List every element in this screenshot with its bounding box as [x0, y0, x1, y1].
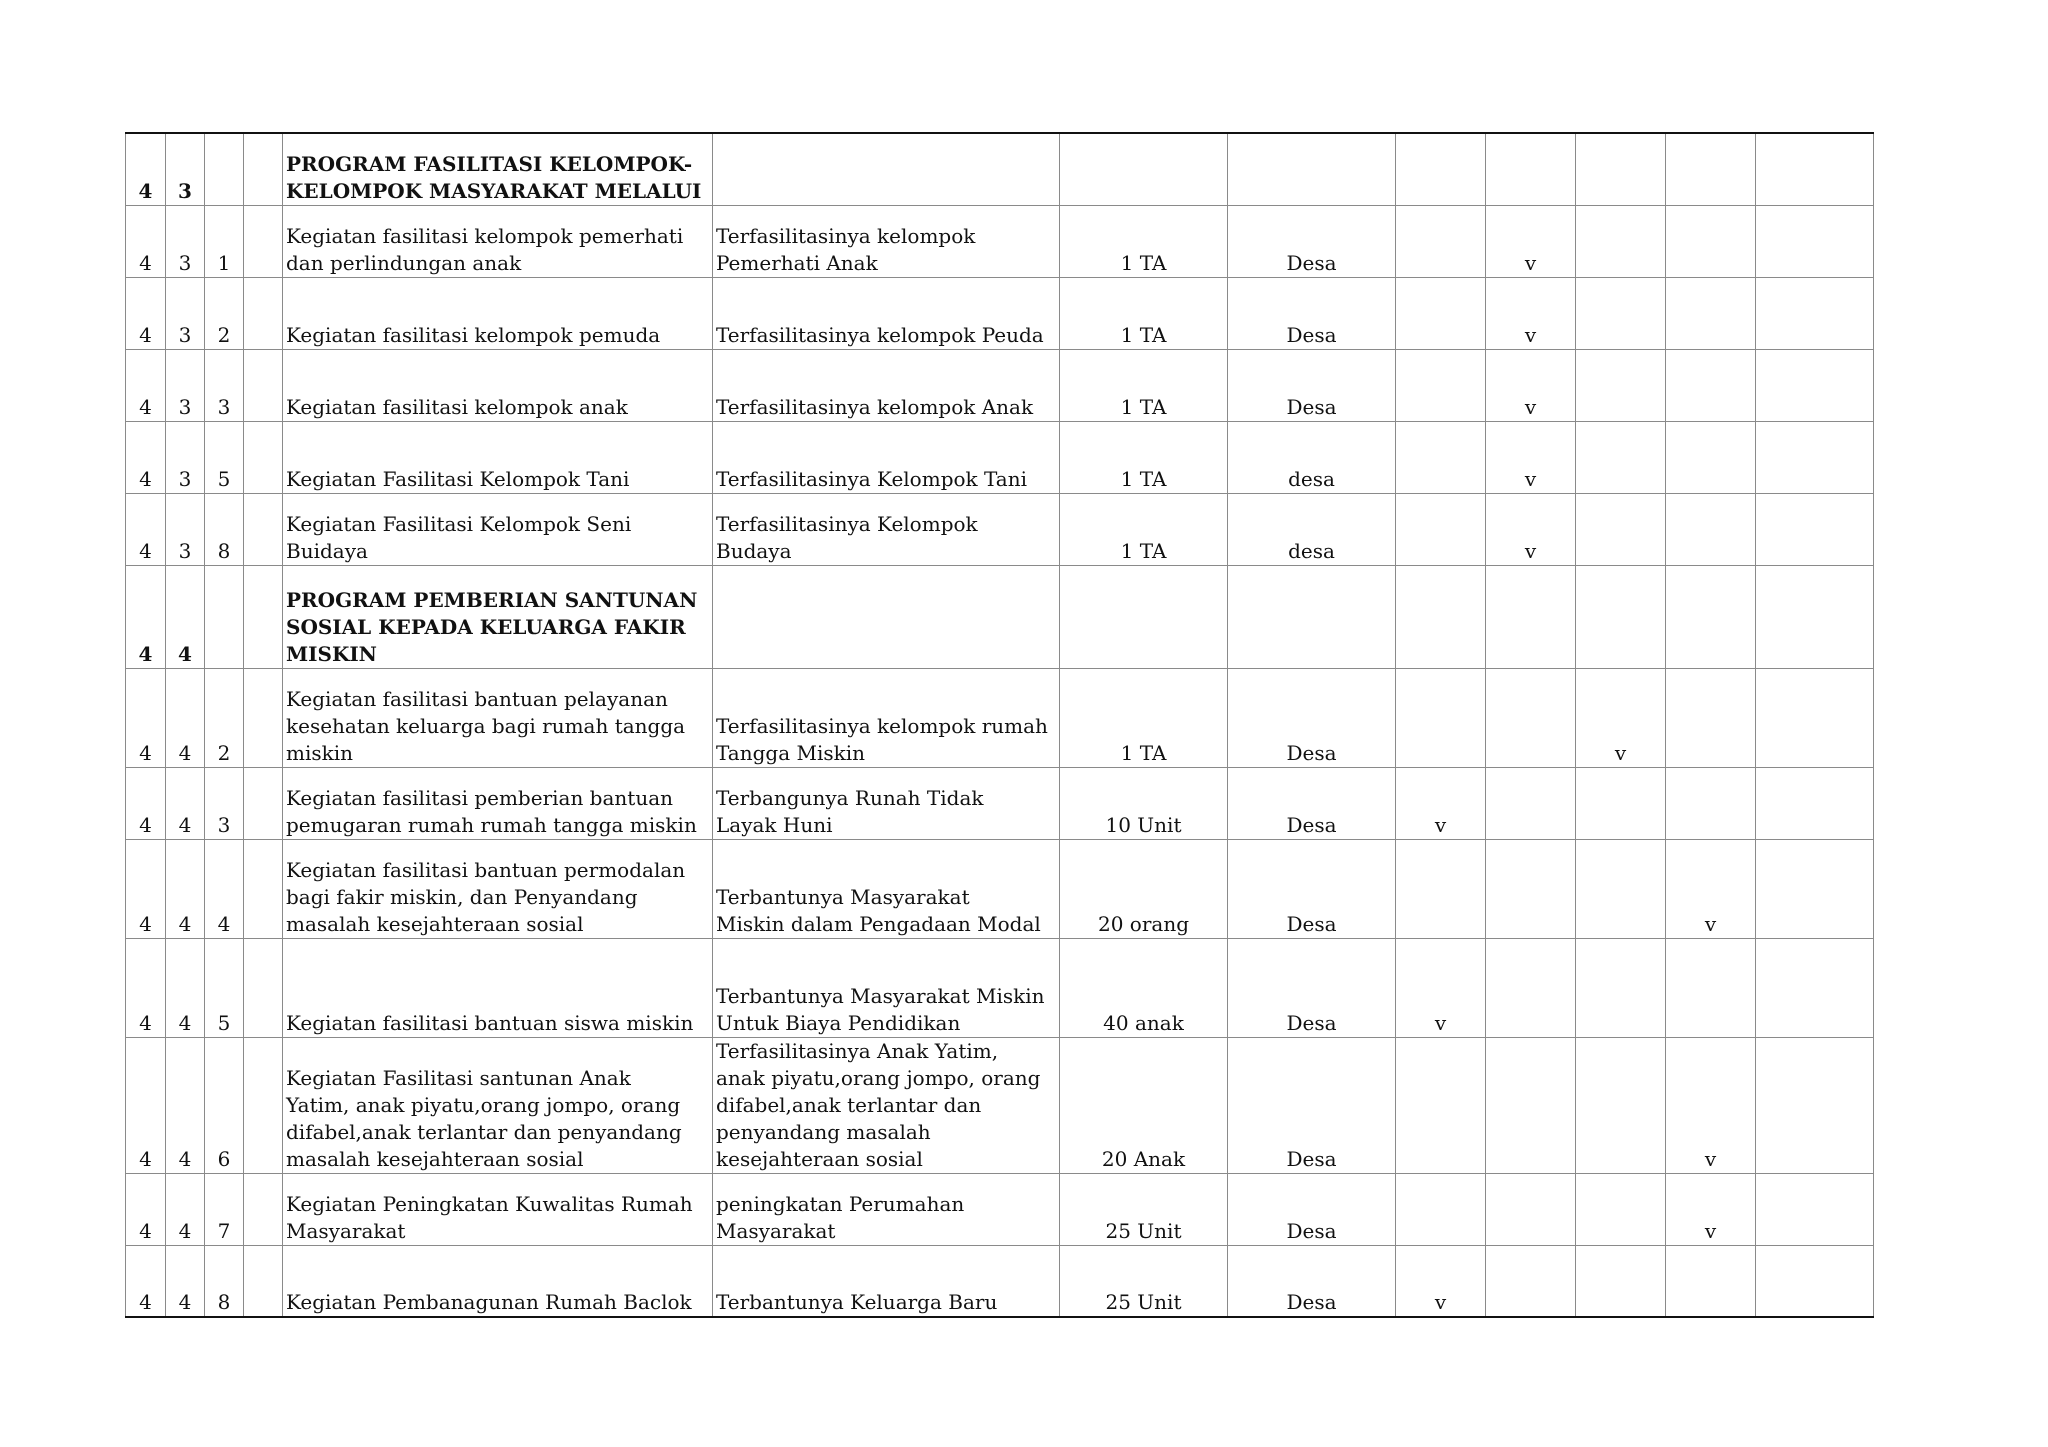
check-cell-5 [1756, 1245, 1874, 1317]
code-2: 4 [166, 1173, 205, 1245]
lokasi-cell: desa [1228, 421, 1396, 493]
lokasi-cell [1228, 133, 1396, 205]
indikator-cell: Terfasilitasinya Anak Yatim, anak piyatu,orang jompo, orang difabel,anak terlantar dan penyandang masalah kesejahteraan sosial [713, 1037, 1060, 1173]
code-2: 4 [166, 839, 205, 938]
check-cell-3 [1576, 767, 1666, 839]
check-cell-5 [1756, 839, 1874, 938]
indikator-cell: Terfasilitasinya kelompok rumah Tangga Miskin [713, 668, 1060, 767]
check-cell-3 [1576, 565, 1666, 668]
code-3: 4 [205, 839, 244, 938]
target-cell: 1 TA [1060, 349, 1228, 421]
check-cell-1 [1396, 839, 1486, 938]
check-cell-5 [1756, 421, 1874, 493]
code-2: 3 [166, 493, 205, 565]
check-cell-3 [1576, 205, 1666, 277]
indikator-cell: Terfasilitasinya kelompok Peuda [713, 277, 1060, 349]
blank-cell [244, 493, 283, 565]
code-2: 4 [166, 668, 205, 767]
check-cell-2 [1486, 1245, 1576, 1317]
table-row [126, 133, 1874, 205]
code-1: 4 [126, 1037, 166, 1173]
check-cell-3 [1576, 1173, 1666, 1245]
lokasi-cell: Desa [1228, 1037, 1396, 1173]
check-cell-2: v [1486, 277, 1576, 349]
kegiatan-cell: Kegiatan Fasilitasi santunan Anak Yatim, anak piyatu,orang jompo, orang difabel,anak terlantar dan penyandang masalah kesejahteraan sosial [283, 1037, 713, 1173]
lokasi-cell: Desa [1228, 668, 1396, 767]
check-cell-1: v [1396, 767, 1486, 839]
check-cell-3 [1576, 277, 1666, 349]
code-2: 4 [166, 938, 205, 1037]
blank-cell [244, 938, 283, 1037]
kegiatan-cell: Kegiatan fasilitasi kelompok pemerhati dan perlindungan anak [283, 205, 713, 277]
check-cell-4: v [1666, 839, 1756, 938]
indikator-cell [713, 133, 1060, 205]
kegiatan-cell: Kegiatan fasilitasi bantuan pelayanan kesehatan keluarga bagi rumah tangga miskin [283, 668, 713, 767]
check-cell-1: v [1396, 938, 1486, 1037]
code-3: 1 [205, 205, 244, 277]
code-1: 4 [126, 1173, 166, 1245]
kegiatan-cell: Kegiatan fasilitasi bantuan permodalan bagi fakir miskin, dan Penyandang masalah kesejahteraan sosial [283, 839, 713, 938]
code-3: 8 [205, 493, 244, 565]
check-cell-3 [1576, 1037, 1666, 1173]
target-cell: 40 anak [1060, 938, 1228, 1037]
check-cell-5 [1756, 767, 1874, 839]
lokasi-cell: Desa [1228, 938, 1396, 1037]
code-3: 5 [205, 938, 244, 1037]
code-3: 5 [205, 421, 244, 493]
blank-cell [244, 565, 283, 668]
check-cell-4: v [1666, 1173, 1756, 1245]
check-cell-4 [1666, 205, 1756, 277]
code-3 [205, 565, 244, 668]
check-cell-2 [1486, 668, 1576, 767]
target-cell: 1 TA [1060, 277, 1228, 349]
check-cell-4 [1666, 668, 1756, 767]
indikator-cell: Terbantunya Masyarakat Miskin Untuk Biaya Pendidikan [713, 938, 1060, 1037]
code-1: 4 [126, 277, 166, 349]
check-cell-1 [1396, 133, 1486, 205]
target-cell: 1 TA [1060, 668, 1228, 767]
indikator-cell [713, 565, 1060, 668]
check-cell-4 [1666, 938, 1756, 1037]
check-cell-1 [1396, 349, 1486, 421]
blank-cell [244, 1173, 283, 1245]
table-body [126, 133, 1874, 1317]
check-cell-1 [1396, 1173, 1486, 1245]
kegiatan-cell: Kegiatan Peningkatan Kuwalitas Rumah Masyarakat [283, 1173, 713, 1245]
indikator-cell: Terfasilitasinya kelompok Pemerhati Anak [713, 205, 1060, 277]
table-row [126, 565, 1874, 668]
check-cell-4: v [1666, 1037, 1756, 1173]
target-cell: 1 TA [1060, 421, 1228, 493]
code-1: 4 [126, 767, 166, 839]
check-cell-5 [1756, 205, 1874, 277]
code-1: 4 [126, 493, 166, 565]
check-cell-5 [1756, 565, 1874, 668]
code-1: 4 [126, 938, 166, 1037]
table-row [126, 277, 1874, 349]
table-row [126, 767, 1874, 839]
target-cell: 1 TA [1060, 205, 1228, 277]
kegiatan-cell: PROGRAM FASILITASI KELOMPOK- KELOMPOK MASYARAKAT MELALUI [283, 133, 713, 205]
indikator-cell: Terbantunya Keluarga Baru [713, 1245, 1060, 1317]
target-cell: 20 Anak [1060, 1037, 1228, 1173]
code-2: 3 [166, 133, 205, 205]
code-1: 4 [126, 668, 166, 767]
code-2: 4 [166, 1037, 205, 1173]
check-cell-2: v [1486, 421, 1576, 493]
code-3: 7 [205, 1173, 244, 1245]
check-cell-4 [1666, 349, 1756, 421]
check-cell-2: v [1486, 493, 1576, 565]
check-cell-5 [1756, 133, 1874, 205]
blank-cell [244, 1245, 283, 1317]
check-cell-5 [1756, 493, 1874, 565]
code-2: 3 [166, 277, 205, 349]
check-cell-5 [1756, 349, 1874, 421]
target-cell: 20 orang [1060, 839, 1228, 938]
target-cell: 25 Unit [1060, 1245, 1228, 1317]
check-cell-3: v [1576, 668, 1666, 767]
kegiatan-cell: Kegiatan Fasilitasi Kelompok Seni Buidaya [283, 493, 713, 565]
program-table [125, 132, 1874, 1318]
check-cell-1 [1396, 668, 1486, 767]
check-cell-2 [1486, 1173, 1576, 1245]
code-1: 4 [126, 349, 166, 421]
lokasi-cell: Desa [1228, 349, 1396, 421]
target-cell: 10 Unit [1060, 767, 1228, 839]
kegiatan-cell: Kegiatan Pembanagunan Rumah Baclok [283, 1245, 713, 1317]
check-cell-1 [1396, 421, 1486, 493]
code-3 [205, 133, 244, 205]
table-row [126, 1173, 1874, 1245]
code-2: 4 [166, 1245, 205, 1317]
table-row [126, 421, 1874, 493]
check-cell-1 [1396, 565, 1486, 668]
code-2: 3 [166, 421, 205, 493]
code-1: 4 [126, 1245, 166, 1317]
target-cell [1060, 565, 1228, 668]
check-cell-4 [1666, 133, 1756, 205]
code-1: 4 [126, 133, 166, 205]
check-cell-5 [1756, 668, 1874, 767]
lokasi-cell: Desa [1228, 839, 1396, 938]
check-cell-3 [1576, 839, 1666, 938]
blank-cell [244, 767, 283, 839]
blank-cell [244, 839, 283, 938]
kegiatan-cell: PROGRAM PEMBERIAN SANTUNAN SOSIAL KEPADA KELUARGA FAKIR MISKIN [283, 565, 713, 668]
lokasi-cell: Desa [1228, 277, 1396, 349]
table-row [126, 1245, 1874, 1317]
check-cell-3 [1576, 349, 1666, 421]
kegiatan-cell: Kegiatan fasilitasi bantuan siswa miskin [283, 938, 713, 1037]
blank-cell [244, 133, 283, 205]
table-row [126, 1037, 1874, 1173]
code-3: 3 [205, 767, 244, 839]
lokasi-cell: desa [1228, 493, 1396, 565]
indikator-cell: Terbantunya Masyarakat Miskin dalam Pengadaan Modal [713, 839, 1060, 938]
blank-cell [244, 277, 283, 349]
indikator-cell: peningkatan Perumahan Masyarakat [713, 1173, 1060, 1245]
check-cell-5 [1756, 1037, 1874, 1173]
check-cell-3 [1576, 493, 1666, 565]
code-3: 2 [205, 277, 244, 349]
blank-cell [244, 421, 283, 493]
check-cell-1: v [1396, 1245, 1486, 1317]
target-cell: 25 Unit [1060, 1173, 1228, 1245]
kegiatan-cell: Kegiatan Fasilitasi Kelompok Tani [283, 421, 713, 493]
code-3: 6 [205, 1037, 244, 1173]
indikator-cell: Terfasilitasinya Kelompok Tani [713, 421, 1060, 493]
code-1: 4 [126, 565, 166, 668]
table-row [126, 839, 1874, 938]
check-cell-3 [1576, 938, 1666, 1037]
check-cell-4 [1666, 421, 1756, 493]
check-cell-1 [1396, 205, 1486, 277]
code-2: 3 [166, 349, 205, 421]
target-cell: 1 TA [1060, 493, 1228, 565]
code-2: 4 [166, 767, 205, 839]
code-3: 8 [205, 1245, 244, 1317]
kegiatan-cell: Kegiatan fasilitasi kelompok anak [283, 349, 713, 421]
target-cell [1060, 133, 1228, 205]
check-cell-4 [1666, 277, 1756, 349]
check-cell-4 [1666, 565, 1756, 668]
blank-cell [244, 205, 283, 277]
check-cell-5 [1756, 1173, 1874, 1245]
check-cell-2 [1486, 767, 1576, 839]
check-cell-1 [1396, 1037, 1486, 1173]
kegiatan-cell: Kegiatan fasilitasi pemberian bantuan pemugaran rumah rumah tangga miskin [283, 767, 713, 839]
check-cell-2: v [1486, 205, 1576, 277]
blank-cell [244, 1037, 283, 1173]
check-cell-2: v [1486, 349, 1576, 421]
lokasi-cell: Desa [1228, 205, 1396, 277]
lokasi-cell: Desa [1228, 767, 1396, 839]
indikator-cell: Terfasilitasinya Kelompok Budaya [713, 493, 1060, 565]
code-2: 3 [166, 205, 205, 277]
check-cell-1 [1396, 493, 1486, 565]
check-cell-4 [1666, 1245, 1756, 1317]
table-row [126, 349, 1874, 421]
blank-cell [244, 668, 283, 767]
lokasi-cell: Desa [1228, 1245, 1396, 1317]
code-2: 4 [166, 565, 205, 668]
table-row [126, 668, 1874, 767]
blank-cell [244, 349, 283, 421]
kegiatan-cell: Kegiatan fasilitasi kelompok pemuda [283, 277, 713, 349]
check-cell-1 [1396, 277, 1486, 349]
code-1: 4 [126, 205, 166, 277]
check-cell-2 [1486, 839, 1576, 938]
check-cell-3 [1576, 421, 1666, 493]
check-cell-3 [1576, 1245, 1666, 1317]
table-row [126, 205, 1874, 277]
indikator-cell: Terbangunya Runah Tidak Layak Huni [713, 767, 1060, 839]
check-cell-3 [1576, 133, 1666, 205]
check-cell-5 [1756, 938, 1874, 1037]
table-row [126, 493, 1874, 565]
check-cell-2 [1486, 938, 1576, 1037]
lokasi-cell: Desa [1228, 1173, 1396, 1245]
code-3: 3 [205, 349, 244, 421]
lokasi-cell [1228, 565, 1396, 668]
table-row [126, 938, 1874, 1037]
check-cell-4 [1666, 493, 1756, 565]
check-cell-4 [1666, 767, 1756, 839]
code-1: 4 [126, 839, 166, 938]
check-cell-2 [1486, 1037, 1576, 1173]
check-cell-2 [1486, 133, 1576, 205]
check-cell-2 [1486, 565, 1576, 668]
indikator-cell: Terfasilitasinya kelompok Anak [713, 349, 1060, 421]
code-3: 2 [205, 668, 244, 767]
code-1: 4 [126, 421, 166, 493]
check-cell-5 [1756, 277, 1874, 349]
